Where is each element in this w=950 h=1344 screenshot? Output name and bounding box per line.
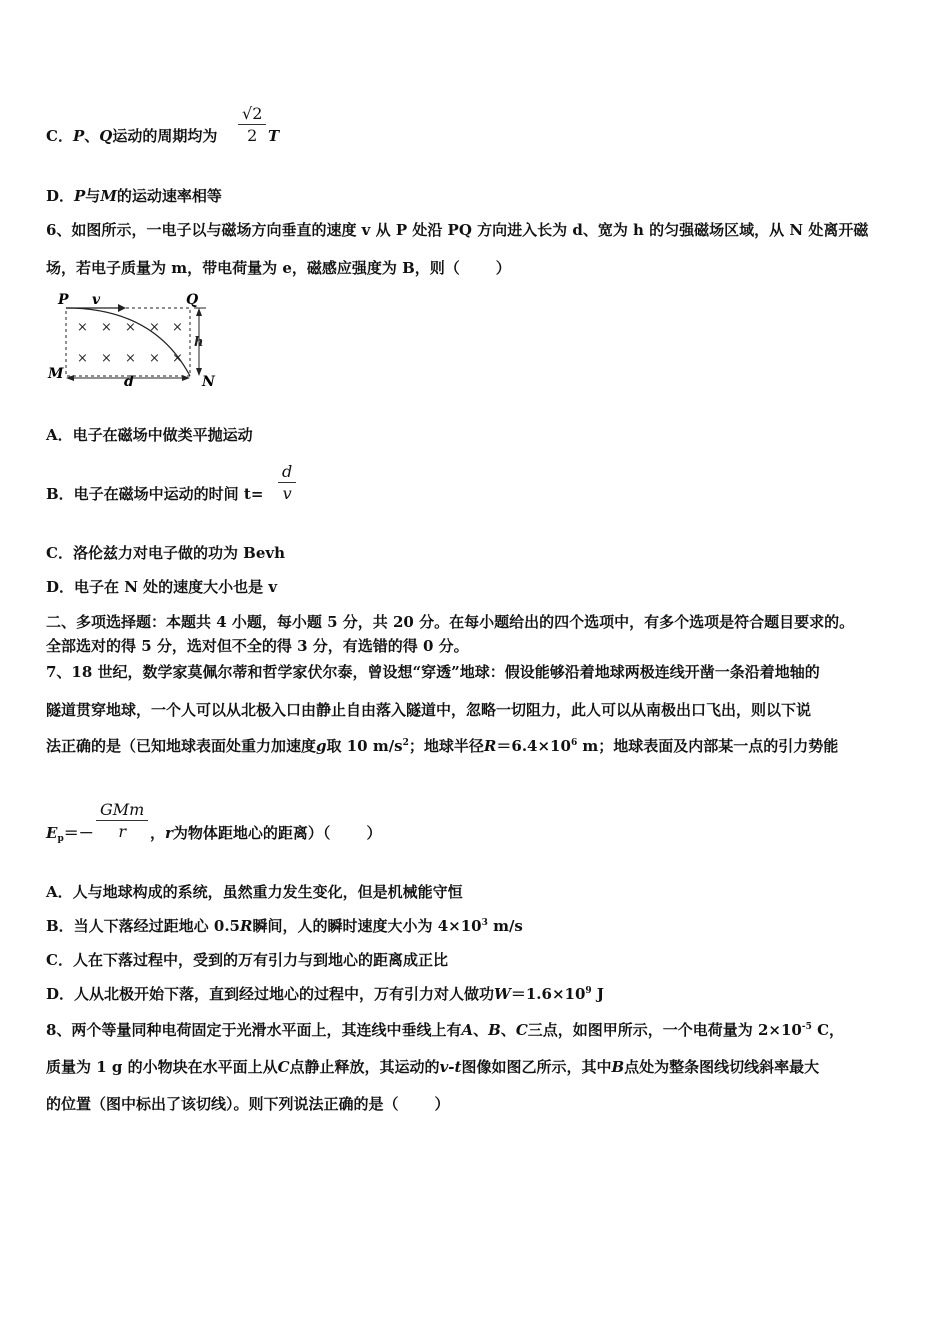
height-arrow-top	[196, 308, 202, 316]
q7-option-c: C．人在下落过程中，受到的万有引力与到地心的距离成正比	[46, 951, 448, 969]
q7-stem-line-1: 7、18 世纪，数学家莫佩尔蒂和哲学家伏尔泰，曾设想“穿透”地球：假设能够沿着地球两极连线开凿一条沿着地轴的	[46, 663, 820, 681]
q6-option-b: B．电子在磁场中运动的时间 t=	[46, 485, 264, 503]
q6-option-d: D．电子在 N 处的速度大小也是 v	[46, 578, 278, 596]
field-cross: ×	[101, 351, 112, 366]
section-2-instructions-line-2: 全部选对的得 5 分，选对但不全的得 3 分，有选错的得 0 分。	[46, 637, 469, 655]
q7-option-d: D．人从北极开始下落，直到经过地心的过程中，万有引力对人做功$W=1.6\times 10^9$ J	[46, 985, 605, 1003]
figure-label-n: N	[202, 374, 215, 388]
figure-label-d: d	[124, 374, 134, 388]
q7-formula-tail: ，r为物体距地心的距离）（ ）	[150, 824, 382, 842]
q6-stem-line-1: 6、如图所示，一电子以与磁场方向垂直的速度 v 从 P 处沿 PQ 方向进入长为 d、宽为 h 的匀强磁场区域，从 N 处离开磁	[46, 221, 869, 239]
q7-potential-energy-formula: $E_p=-$	[46, 824, 94, 844]
field-cross: ×	[125, 320, 136, 335]
q6-magnetic-field-figure	[44, 288, 234, 388]
q6-option-c: C．洛伦兹力对电子做的功为 Bevh	[46, 544, 286, 562]
field-cross: ×	[101, 320, 112, 335]
q6-option-a: A．电子在磁场中做类平抛运动	[46, 426, 253, 444]
q8-stem-line-2: 质量为 1 g 的小物块在水平面上从C点静止释放，其运动的v-t图像如图乙所示，其中B点处为整条图线切线斜率最大	[46, 1058, 820, 1076]
field-cross: ×	[125, 351, 136, 366]
q6-stem-line-2: 场，若电子质量为 m，带电荷量为 e，磁感应强度为 B，则（ ）	[46, 259, 511, 277]
field-cross: ×	[149, 351, 160, 366]
q7-stem-line-2: 隧道贯穿地球，一个人可以从北极入口由静止自由落入隧道中，忽略一切阻力，此人可以从南极出口飞出，则以下说	[46, 701, 812, 719]
q7-gmm-over-r-fraction: GMm r	[96, 800, 148, 841]
q5-option-c-period-t: T	[268, 127, 280, 145]
q6-d-over-v-fraction: d v	[278, 462, 296, 503]
q7-stem-line-3: 法正确的是（已知地球表面处重力加速度g取 10 $m/s^2$；地球半径$R=6.4\times 10^6$ m；地球表面及内部某一点的引力势能	[46, 737, 839, 755]
field-cross: ×	[172, 351, 183, 366]
field-cross: ×	[149, 320, 160, 335]
field-cross: ×	[77, 320, 88, 335]
field-cross: ×	[77, 351, 88, 366]
figure-label-v: v	[92, 292, 101, 308]
figure-label-h: h	[194, 335, 204, 350]
q5-option-d: D．P与M的运动速率相等	[46, 187, 222, 205]
figure-label-p: P	[58, 292, 69, 308]
q7-option-b: B．当人下落经过距地心 0.5R瞬间，人的瞬时速度大小为 $4\times 10^3$ m/s	[46, 917, 523, 935]
q8-stem-line-1: 8、两个等量同种电荷固定于光滑水平面上，其连线中垂线上有A、B、C三点，如图甲所示，一个电荷量为 $2\times 10^{-5}$ C，	[46, 1021, 845, 1039]
q8-stem-line-3: 的位置（图中标出了该切线）。则下列说法正确的是（ ）	[46, 1095, 450, 1113]
q7-option-a: A．人与地球构成的系统，虽然重力发生变化，但是机械能守恒	[46, 883, 463, 901]
section-2-instructions-line-1: 二、多项选择题：本题共 4 小题，每小题 5 分，共 20 分。在每小题给出的四个选项中，有多个选项是符合题目要求的。	[46, 613, 855, 631]
field-cross: ×	[172, 320, 183, 335]
figure-label-q: Q	[186, 292, 199, 308]
q5-sqrt2-over-2-fraction: √2 2	[238, 104, 266, 145]
figure-label-m: M	[48, 366, 64, 382]
q5-option-c: C．P、Q运动的周期均为	[46, 127, 218, 145]
